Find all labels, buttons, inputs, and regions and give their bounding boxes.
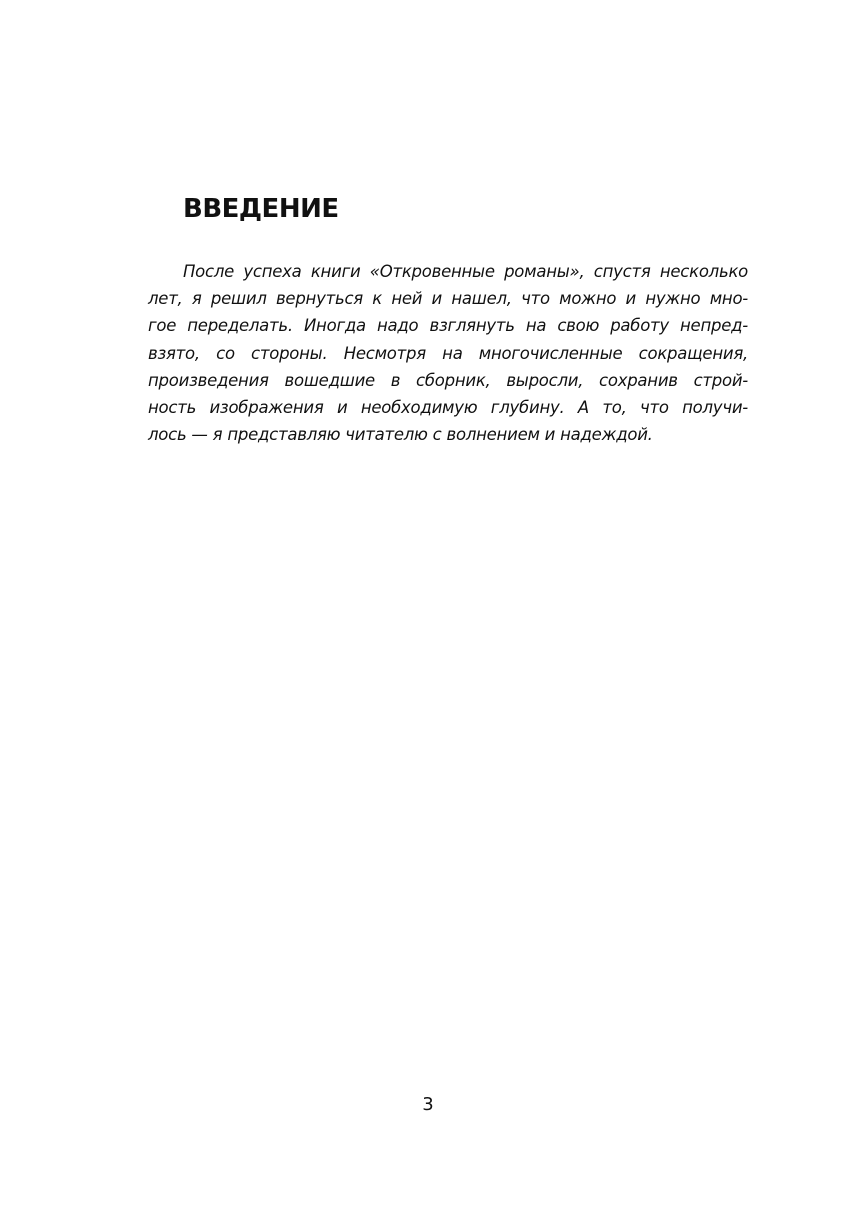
paragraph-line-4: взято, со стороны. Несмотря на многочисленные сокращения, [148, 343, 748, 363]
chapter-heading: ВВЕДЕНИЕ [183, 194, 339, 224]
paragraph-line-7: лось — я представляю читателю с волнением и надеждой. [148, 425, 653, 445]
paragraph-line-6: ность изображения и необходимую глубину. А то, что получи- [148, 398, 748, 418]
paragraph-line-5: произведения вошедшие в сборник, выросли, сохранив строй- [148, 370, 748, 390]
page-number: 3 [422, 1094, 434, 1115]
paragraph-line-3: гое переделать. Иногда надо взглянуть на свою работу непред- [148, 316, 748, 336]
paragraph-line-2: лет, я решил вернуться к ней и нашел, что можно и нужно мно- [148, 289, 748, 309]
body-paragraph [148, 258, 748, 448]
paragraph-line-1: После успеха книги «Откровенные романы», спустя несколько [183, 262, 748, 281]
